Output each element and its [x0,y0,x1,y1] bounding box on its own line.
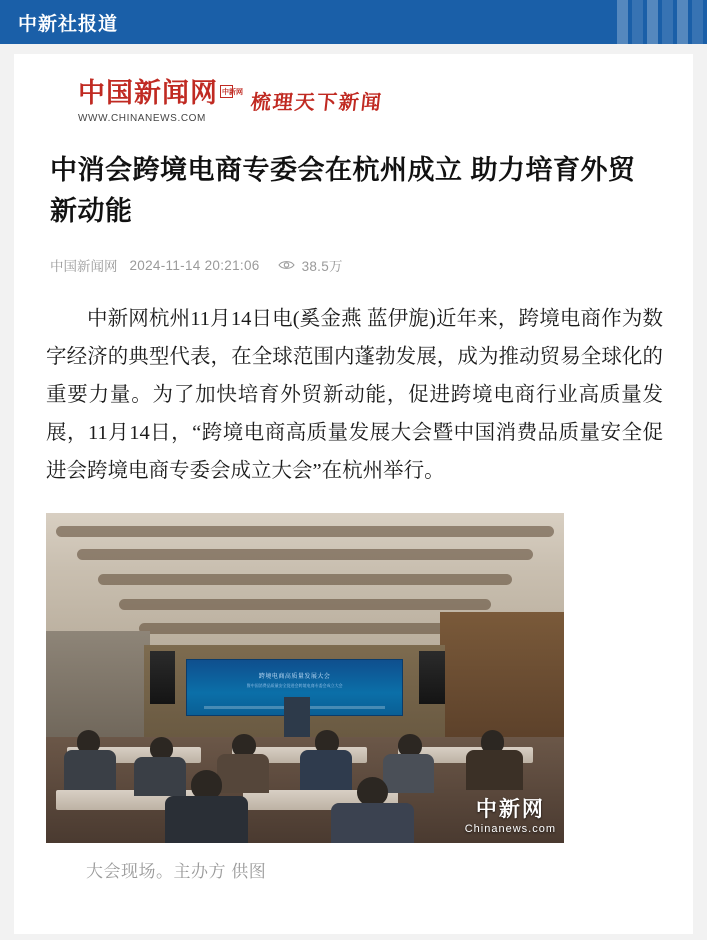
site-url: WWW.CHINANEWS.COM [78,113,206,124]
screen-title: 跨境电商高质量发展大会 [258,674,331,681]
brand-text: 中国新闻网 [78,78,218,109]
screen-subtitle: 暨中国消费品质量安全促进会跨境电商专委会成立大会 [246,683,343,689]
photo-caption: 大会现场。主办方 供图 [86,861,267,881]
eye-icon [278,259,295,271]
article-meta [50,255,657,275]
speaker-right [419,651,445,704]
article-card [14,54,693,934]
site-logo-row[interactable] [14,54,693,132]
top-banner [0,0,707,44]
audience-person [466,750,523,790]
view-count: 38.5万 [301,259,343,274]
audience-person [300,750,352,790]
photo-watermark [464,795,556,835]
audience-person-front [331,803,414,843]
audience-person [134,757,186,797]
site-slogan: 梳理天下新闻 [249,90,385,114]
audience-person [217,754,269,794]
audience-person [64,750,116,790]
podium [284,697,310,737]
left-wall [46,631,150,750]
banner-stripes-decoration [617,0,707,44]
logo-block [78,78,243,124]
audience-person-front [357,777,388,807]
audience-person-front [165,796,248,842]
brand-badge: 中新网 [222,87,243,96]
audience-person-front [191,770,222,800]
article-photo [46,513,564,843]
article-source: 中国新闻网 [50,259,118,274]
watermark-cn: 中新网 [475,795,545,821]
audience-person [383,754,435,794]
top-banner-label: 中新社报道 [18,13,119,35]
article-date: 2024-11-14 20:21:06 [129,257,260,273]
site-brand-name [78,78,243,109]
page-title: 中消会跨境电商专委会在杭州成立 助力培育外贸新动能 [50,155,636,226]
watermark-en: Chinanews.com [464,822,556,835]
speaker-left [150,651,176,704]
article-body: 中新网杭州11月14日电(奚金燕 蓝伊旎)近年来，跨境电商作为数字经济的典型代表，在全球范围内蓬勃发展，成为推动贸易全球化的重要力量。为了加快培育外贸新动能，促进跨境电商行业高质量发展，11月14日，“跨境电商高质量发展大会暨中国消费品质量安全促进会跨境电商专委会成立大会”在杭州举行。 [46,308,663,482]
right-wall [440,612,564,751]
